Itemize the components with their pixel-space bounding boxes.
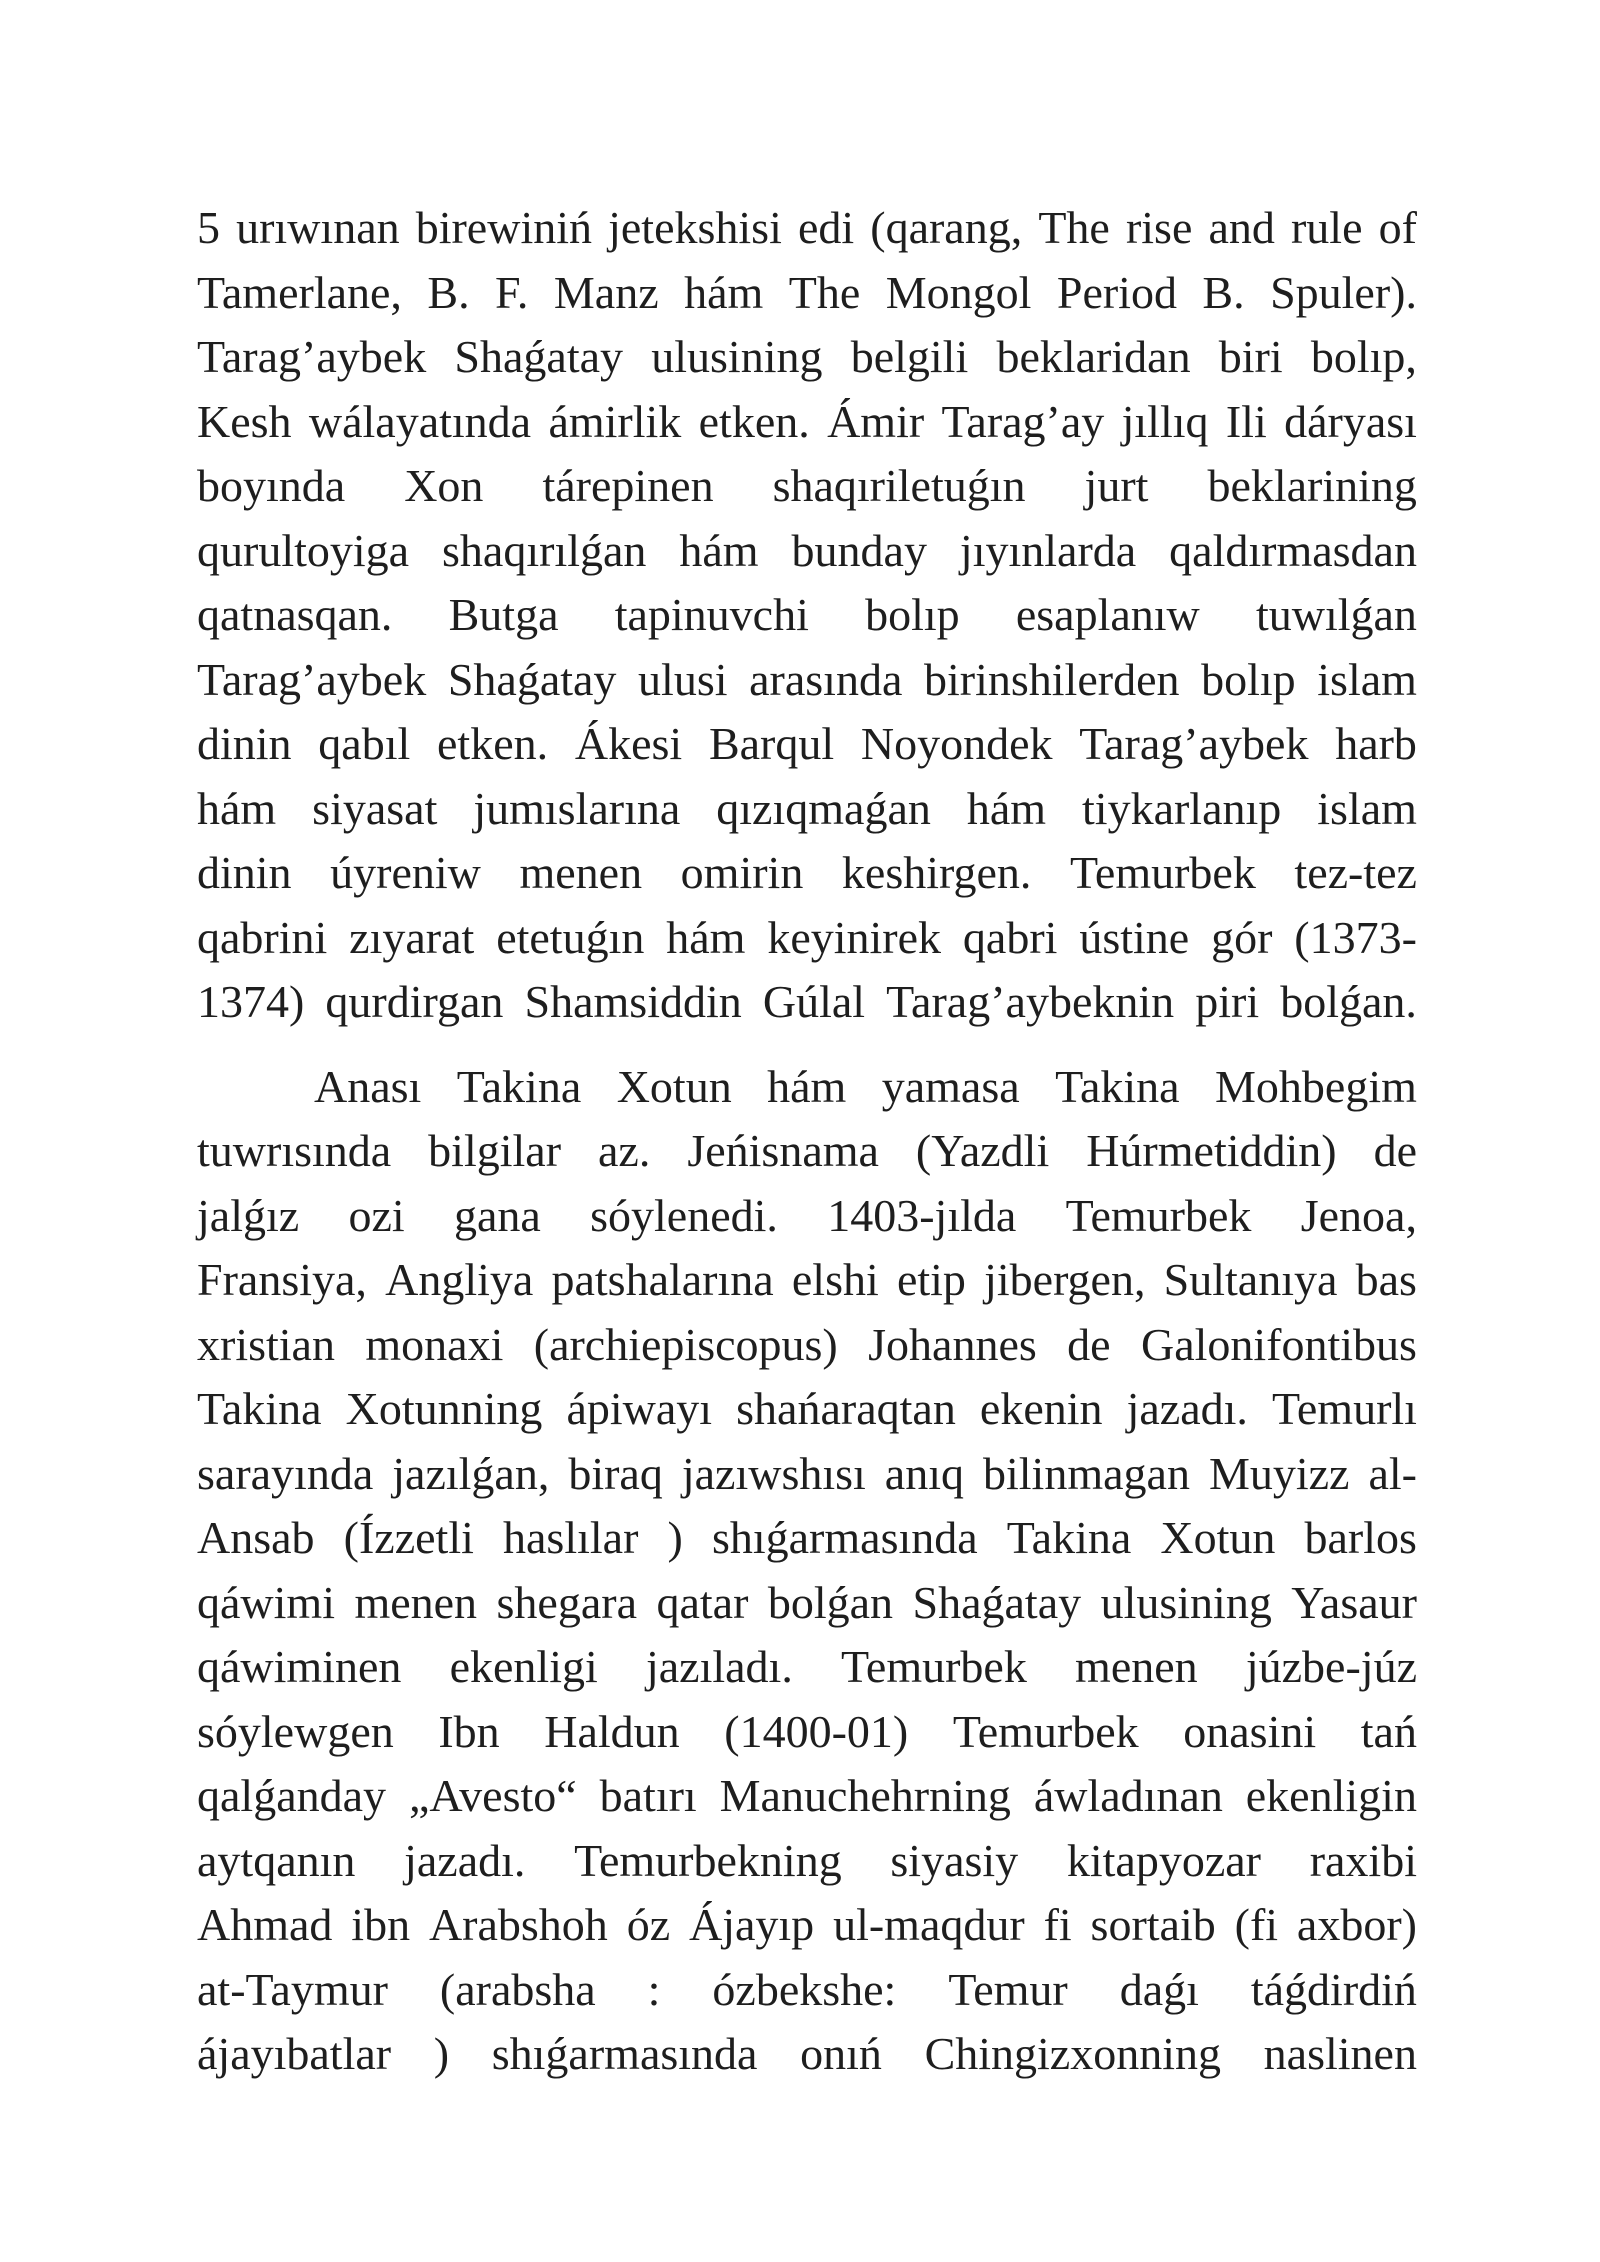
word: Ájayıp [688,1899,815,1950]
text-line [197,1313,1417,1378]
word: ul-maqdur [833,1899,1025,1950]
paragraph-1 [197,196,1417,1035]
word: arasında [749,653,903,705]
word: biraq [568,1447,663,1499]
text-line [197,1506,1417,1571]
word: (1400-01) [724,1705,909,1757]
word: jıllıq [1121,395,1209,447]
word: ulusining [651,331,823,382]
word: jazadı. [1126,1383,1248,1434]
word: xristian [197,1318,335,1370]
text-line [197,1442,1417,1507]
word: monaxi [365,1318,504,1370]
word: ekenligi [449,1641,598,1692]
word: Mongol [885,266,1032,318]
word: zıyarat [349,911,475,963]
word: Ibn [438,1705,500,1757]
word: boyında [197,460,346,511]
word: hám [666,911,746,963]
paragraph-2 [197,1055,1417,2087]
word: harb [1335,718,1417,769]
word: hám [679,524,759,576]
word: áwladınan [1033,1770,1223,1821]
word: siyasat [312,782,438,834]
word: ájayıbatlar [197,2028,392,2079]
word: Xotunning [345,1383,543,1434]
word: bas [1355,1254,1417,1305]
word: Tarag’aybek [1079,718,1309,769]
word: wálayatında [308,395,532,447]
word: F. [495,266,529,318]
text-line [197,1055,1417,1120]
word: Tarag’aybeknin [886,976,1175,1027]
word: Muyizz [1208,1447,1350,1499]
word: etken. [437,718,549,769]
text-line [197,648,1417,713]
word: dinin [197,718,292,769]
word: rise [1125,202,1193,253]
text-line [197,1829,1417,1894]
word: shaqıriletuǵın [772,460,1026,511]
word: patshalarına [551,1254,774,1305]
word: birewiniń [415,202,592,253]
word: yamasa [881,1060,1020,1112]
word: rule [1290,202,1363,253]
word: onasini [1183,1705,1317,1757]
word: naslinen [1263,2028,1417,2079]
word: Temurlı [1272,1383,1417,1434]
word: qurdirgan [325,976,504,1027]
word: menen [354,1576,478,1628]
word: Xotun [616,1060,732,1112]
word: Húrmetiddin) [1086,1125,1337,1176]
word: dinin [197,847,292,898]
word: ápiwayı [566,1383,713,1434]
word: Manuchehrning [719,1770,1011,1821]
word: anıq [884,1447,964,1499]
word: 1403-jılda [827,1189,1017,1241]
word: ) [433,2028,450,2079]
word: de [1373,1125,1417,1176]
word: ózbekshe: [712,1963,897,2015]
word: B. [1202,266,1245,318]
word: ekenligin [1245,1770,1417,1821]
word: Galonifontibus [1140,1318,1417,1370]
word: Tarag’aybek [197,331,427,382]
word: Shaǵatay [454,331,624,382]
word: (Ízzetli [343,1512,474,1563]
word: Takina [197,1383,322,1434]
word: jıyınlarda [959,524,1137,576]
word: Ili [1225,395,1267,447]
word: (arabsha [439,1963,596,2015]
word: Haldun [544,1705,680,1757]
word: tárepinen [542,460,714,511]
word: qatnasqan. [197,589,393,640]
word: onıń [800,2028,882,2079]
word: Mohbegim [1215,1060,1417,1112]
word: Takina [1055,1060,1180,1112]
word: de [1067,1318,1111,1370]
word: Spuler). [1270,266,1417,318]
word: qatar [656,1576,749,1628]
word: sóylenedi. [590,1189,778,1241]
text-line [197,196,1417,261]
word: Angliya [385,1254,534,1305]
word: belgili [850,331,969,382]
word: al- [1368,1447,1417,1499]
word: daǵı [1119,1963,1199,2015]
word: jibergen, [984,1254,1146,1305]
word: menen [1075,1641,1198,1692]
word: keyinirek [767,911,942,963]
word: shańaraqtan [736,1383,956,1434]
word: omirin [680,847,804,898]
word: jalǵız [197,1189,300,1241]
word: ekenin [979,1383,1103,1434]
word: shaqırılǵan [442,524,647,576]
word: Chingizxonning [924,2028,1222,2079]
word: Manz [553,266,659,318]
word: tuwrısında [197,1125,392,1176]
text-line [197,583,1417,648]
text-line [197,261,1417,326]
text-line [197,1377,1417,1442]
word: B. [427,266,470,318]
word: biri [1218,331,1283,382]
text-line [197,1248,1417,1313]
word: Temurbek [1070,847,1256,898]
word: Temurbek [841,1641,1027,1692]
word: Tarag’ay [941,395,1105,447]
word: Gúlal [762,976,866,1027]
word: tuwılǵan [1255,589,1417,640]
word: qabrini [197,911,328,963]
word: (1373- [1294,911,1417,963]
word: óz [626,1899,671,1950]
text-line [197,1571,1417,1636]
word: Period [1056,266,1177,318]
word: siyasiy [890,1834,1019,1886]
word: bolıp [1201,653,1296,705]
word: jumıslarına [473,782,681,834]
word: qurultoyiga [197,524,410,576]
word: ulusining [1100,1576,1272,1628]
word: ) [667,1512,683,1563]
word: shıǵarmasında [711,1512,978,1563]
text-line [197,712,1417,777]
word: bolǵan [767,1576,894,1628]
text-line [197,519,1417,584]
word: tań [1360,1705,1417,1757]
word: bolǵan. [1280,976,1417,1027]
word: : [647,1963,661,2015]
word: (fi [1234,1899,1279,1950]
word: The [1038,202,1110,253]
word: qabıl [318,718,411,769]
word: tiykarlanıp [1082,782,1282,834]
word: barlos [1304,1512,1417,1563]
word: bunday [791,524,927,576]
word: kitapyozar [1066,1834,1261,1886]
text-line [197,970,1417,1035]
word: islam [1317,782,1417,834]
word: Jeńisnama [687,1125,879,1176]
word: Fransiya, [197,1254,367,1305]
text-line [197,454,1417,519]
word: of [1378,202,1417,253]
word: jazıwshısı [681,1447,866,1499]
word: ámirlik [548,395,682,447]
word: (archiepiscopus) [533,1318,838,1370]
word: jazılǵan, [392,1447,550,1499]
word: edi [797,202,855,253]
word: hám [197,782,277,834]
word: menen [519,847,643,898]
word: Anası [314,1060,422,1112]
word: „Avesto“ [408,1770,577,1821]
word: Shamsiddin [524,976,742,1027]
word: tez-tez [1294,847,1417,898]
text-line [197,390,1417,455]
word: gana [453,1189,541,1241]
word: Barqul [708,718,835,769]
word: Xotun [1160,1512,1276,1563]
word: jazadı. [404,1834,526,1886]
word: (qarang, [870,202,1023,253]
word: etip [896,1254,966,1305]
word: Tarag’aybek [197,653,427,705]
text-line [197,1635,1417,1700]
word: beklarining [1207,460,1417,511]
word: aytqanın [197,1834,356,1886]
word: tapinuvchi [614,589,809,640]
word: Temur [948,1963,1068,2015]
text-line [197,325,1417,390]
word: shıǵarmasında [491,2028,758,2079]
word: ústine [1079,911,1190,963]
word: batırı [599,1770,697,1821]
word: Temurbekning [574,1834,842,1886]
word: Takina [1006,1512,1132,1563]
word: hám [684,266,764,318]
text-line [197,906,1417,971]
word: sortaib [1090,1899,1216,1950]
word: piri [1195,976,1260,1027]
word: Tamerlane, [197,266,402,318]
text-line [197,2022,1417,2087]
word: dáryası [1284,395,1417,447]
word: Ansab [197,1512,315,1563]
word: bilgilar [428,1125,562,1176]
word: etetuǵın [496,911,645,963]
word: bilinmagan [982,1447,1190,1499]
word: Ahmad [197,1899,333,1950]
word: birinshilerden [924,653,1180,705]
word: ibn [351,1899,411,1950]
word: qáwiminen [197,1641,402,1692]
word: az. [598,1125,651,1176]
word: Sultanıya [1163,1254,1338,1305]
word: Arabshoh [428,1899,608,1950]
text-line [197,1764,1417,1829]
word: gór [1211,911,1273,963]
word: Shaǵatay [912,1576,1082,1628]
word: Temurbek [952,1705,1139,1757]
word: beklaridan [996,331,1191,382]
word: qaldırmasdan [1169,524,1417,576]
word: elshi [791,1254,879,1305]
word: Temurbek [1065,1189,1252,1241]
text-line [197,1893,1417,1958]
text-line [197,777,1417,842]
word: 5 [197,202,220,253]
word: qalǵanday [197,1770,387,1821]
word: Yasaur [1291,1576,1417,1628]
word: Butga [448,589,559,640]
word: esaplanıw [1015,589,1200,640]
word: haslılar [503,1512,639,1563]
text-line [197,841,1417,906]
word: Kesh [197,395,292,447]
word: ozi [348,1189,405,1241]
word: (Yazdli [915,1125,1050,1176]
text-line [197,1184,1417,1249]
word: Takina [456,1060,582,1112]
word: júzbe-júz [1245,1641,1417,1692]
word: bolıp [865,589,960,640]
word: urıwınan [236,202,400,253]
word: Xon [404,460,484,511]
word: Johannes [868,1318,1037,1370]
word: jetekshisi [608,202,782,253]
word: qızıqmaǵan [716,782,931,834]
word: jazıladı. [645,1641,793,1692]
word: qáwimi [197,1576,335,1628]
word: hám [966,782,1047,834]
word: sóylewgen [197,1705,394,1757]
word: jurt [1084,460,1149,511]
word: sarayında [197,1447,374,1499]
word: bolıp, [1310,331,1417,382]
word: Ákesi [574,718,683,769]
word: axbor) [1296,1899,1417,1950]
word: úyreniw [330,847,481,898]
word: qabri [962,911,1058,963]
word: at-Taymur [197,1963,388,2015]
word: and [1208,202,1275,253]
word: Noyondek [860,718,1053,769]
word: fi [1043,1899,1072,1950]
word: Jenoa, [1300,1189,1417,1241]
word: Shaǵatay [447,653,617,705]
word: raxibi [1309,1834,1417,1886]
word: hám [767,1060,847,1112]
word: The [788,266,861,318]
word: Ámir [827,395,925,447]
paragraph-gap [197,1035,1417,1055]
text-line [197,1119,1417,1184]
word: islam [1317,653,1417,705]
word: etken. [698,395,810,447]
document-page [197,196,1417,2087]
text-line [197,1700,1417,1765]
text-line [197,1958,1417,2023]
word: ulusi [638,653,728,705]
word: keshirgen. [841,847,1032,898]
word: shegara [496,1576,637,1628]
word: táǵdirdiń [1250,1963,1417,2015]
word: 1374) [197,976,305,1027]
